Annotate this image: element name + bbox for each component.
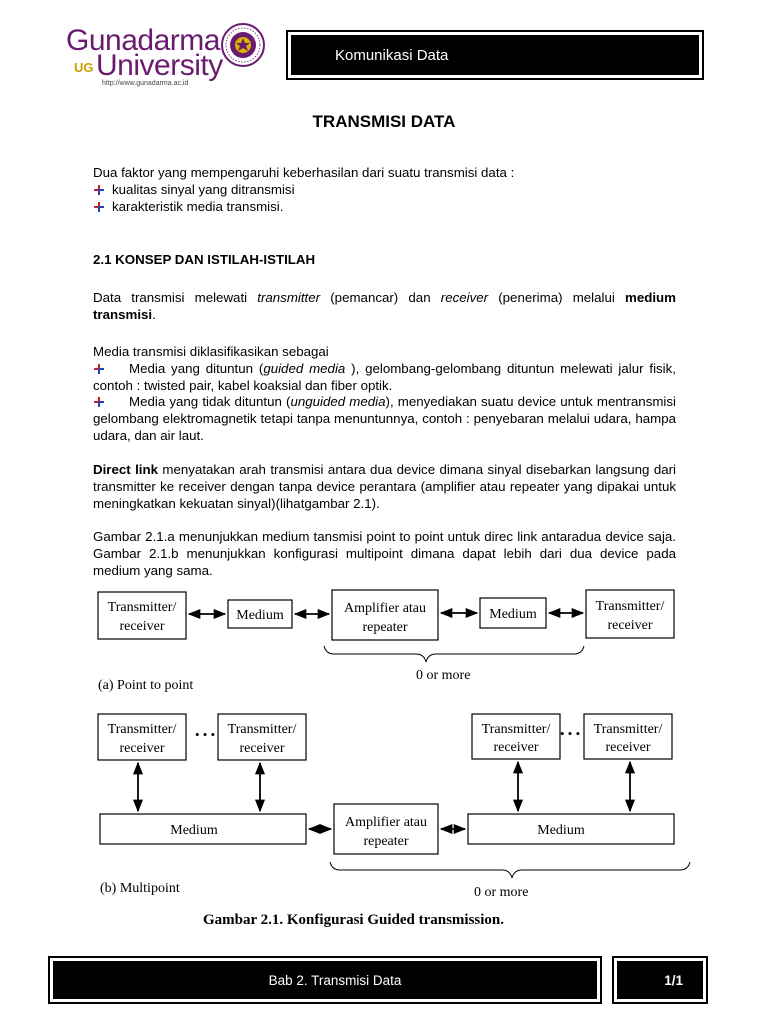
figure-caption: Gambar 2.1. Konfigurasi Guided transmission. xyxy=(203,912,505,928)
intro-block xyxy=(93,165,683,215)
bullet-text: kualitas sinyal yang ditransmisi xyxy=(112,181,295,197)
box-label: Transmitter/ xyxy=(107,722,177,737)
university-logo xyxy=(66,22,286,92)
university-seal-icon xyxy=(220,22,266,68)
box-label: receiver xyxy=(605,740,651,755)
arrow-bullet-icon xyxy=(93,363,105,375)
text-run: menyatakan arah transmisi antara dua device dimana sinyal disebarkan langsung dari transmitter ke receiver dengan tanpa device perantara (amplifier atau repeater yang dipakai untuk meningkatkan kekuatan sinyal)(lihatgambar 2.1). xyxy=(93,462,676,511)
list-item xyxy=(93,182,683,199)
guided-transmission-diagram xyxy=(94,586,694,932)
intro-lead: Dua faktor yang mempengaruhi keberhasilan dari suatu transmisi data : xyxy=(93,165,515,180)
list-item xyxy=(93,361,676,395)
term-receiver: receiver xyxy=(440,290,489,305)
paragraph-direct-link xyxy=(93,462,676,512)
box-label: Transmitter/ xyxy=(107,600,177,615)
paragraph-figure-reference: Gambar 2.1.a menunjukkan medium tansmisi point to point untuk direc link antaradua device saja. Gambar 2.1.b menunjukkan konfigurasi multipoint dimana dapat lebih dari dua device pada medium yang sama. xyxy=(93,529,676,578)
box-label: receiver xyxy=(493,740,539,755)
diagram-caption-a: (a) Point to point xyxy=(98,678,194,693)
logo-wordmark-bottom: University xyxy=(96,49,223,82)
term-unguided-media: unguided media xyxy=(290,394,386,410)
ellipsis-dots: • • • xyxy=(560,726,581,741)
logo-ug-mark: UG xyxy=(74,60,94,75)
logo-wordmark-top: Gunadarma xyxy=(66,24,220,57)
box-label: Medium xyxy=(537,823,585,838)
box-label: Medium xyxy=(489,607,537,622)
list-item xyxy=(93,199,683,216)
logo-url: http://www.gunadarma.ac.id xyxy=(102,80,189,87)
page-title: TRANSMISI DATA xyxy=(312,112,456,131)
brace-label: 0 or more xyxy=(416,668,471,683)
term-medium-transmisi: medium transmisi xyxy=(93,290,676,322)
course-header-box xyxy=(286,30,704,80)
text-run: ), menyediakan suatu device untuk mentransmisi gelombang elektromagnetik tetapi tanpa menuntunnya, contoh : penyebaran melalui udara, hampa udara, dan air laut. xyxy=(93,394,676,443)
text-run: Media yang dituntun ( xyxy=(129,360,264,376)
arrow-bullet-icon xyxy=(93,396,105,408)
box-label: Amplifier atau xyxy=(343,601,427,616)
footer-chapter: Bab 2. Transmisi Data xyxy=(53,961,597,999)
text-run: (penerima) melalui xyxy=(488,290,625,305)
brace xyxy=(324,646,584,662)
footer-chapter-box xyxy=(48,956,602,1004)
text-run: (pemancar) dan xyxy=(320,290,441,305)
paragraph-lead: Media transmisi diklasifikasikan sebagai xyxy=(93,344,329,359)
ellipsis-dots: • • • xyxy=(195,727,216,742)
box-label: receiver xyxy=(607,618,653,633)
box-label: repeater xyxy=(363,834,409,849)
box-label: Transmitter/ xyxy=(227,722,297,737)
paragraph-media-classification xyxy=(93,344,676,445)
paragraph-transmission xyxy=(93,290,676,324)
list-item xyxy=(93,394,676,444)
box-label: Transmitter/ xyxy=(593,722,663,737)
box-label: Medium xyxy=(236,608,284,623)
box-label: repeater xyxy=(362,620,408,635)
box-label: receiver xyxy=(239,741,285,756)
term-direct-link: Direct link xyxy=(93,462,159,477)
text-run: ), gelombang-gelombang dituntun melewati jalur fisik, contoh : twisted pair, kabel koaksial dan fiber optik. xyxy=(93,360,676,393)
box-label: Transmitter/ xyxy=(481,722,551,737)
bullet-text: karakteristik media transmisi. xyxy=(112,198,284,214)
diagram-caption-b: (b) Multipoint xyxy=(100,881,180,896)
term-guided-media: guided media xyxy=(263,360,346,376)
brace xyxy=(330,862,690,878)
arrow-bullet-icon xyxy=(93,201,105,213)
section-heading: 2.1 KONSEP DAN ISTILAH-ISTILAH xyxy=(93,252,316,267)
footer-page-box xyxy=(612,956,708,1004)
brace-label: 0 or more xyxy=(474,885,529,900)
text-run: Media yang tidak dituntun ( xyxy=(129,394,291,410)
box-label: Transmitter/ xyxy=(595,599,665,614)
term-transmitter: transmitter xyxy=(257,290,321,305)
text-run: . xyxy=(152,306,156,322)
box-label: Medium xyxy=(170,823,218,838)
box-label: Amplifier atau xyxy=(344,815,428,830)
text-run: Data transmisi melewati xyxy=(93,290,258,305)
page-number: 1/1 xyxy=(617,961,703,999)
course-title: Komunikasi Data xyxy=(291,35,699,75)
box-label: receiver xyxy=(119,619,165,634)
arrow-bullet-icon xyxy=(93,184,105,196)
box-label: receiver xyxy=(119,741,165,756)
